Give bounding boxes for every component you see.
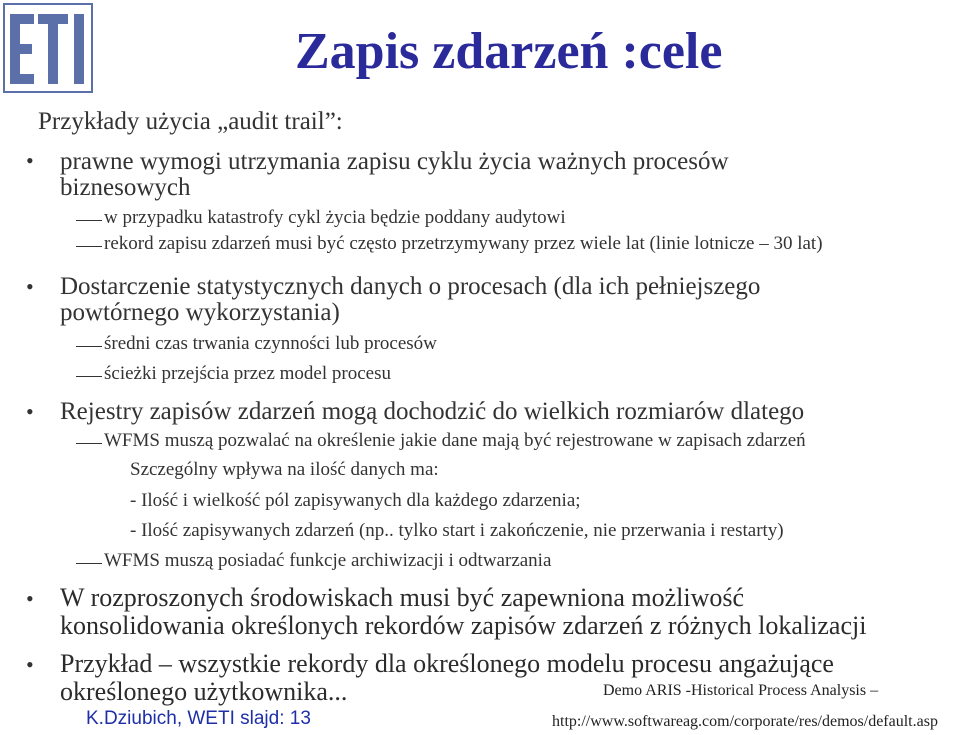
bullet2-sub1: średni czas trwania czynności lub procesów <box>104 333 437 354</box>
bullet5-line1: Przykład – wszystkie rekordy dla określonego modelu procesu angażujące <box>60 649 834 678</box>
bullet3-sub2: WFMS muszą posiadać funkcje archiwizacji i odtwarzania <box>104 550 552 571</box>
bullet3-note: Szczególny wpływa na ilość danych ma: <box>130 459 439 480</box>
slide-title: Zapis zdarzeń :cele <box>295 23 723 80</box>
bullet3-line1: Rejestry zapisów zdarzeń mogą dochodzić do wielkich rozmiarów dlatego <box>60 398 805 425</box>
sub-dash <box>76 346 102 347</box>
bullet2-line1: Dostarczenie statystycznych danych o procesach (dla ich pełniejszego <box>60 273 761 300</box>
bullet1-line2: biznesowych <box>60 174 191 201</box>
bullet4-line2: konsolidowania określonych rekordów zapisów zdarzeń z różnych lokalizacji <box>60 611 867 640</box>
bullet-dot: • <box>26 586 34 611</box>
url-link[interactable]: http://www.softwareag.com/corporate/res/demos/default.asp <box>552 713 938 730</box>
bullet3-item2: - Ilość zapisywanych zdarzeń (np.. tylko start i zakończenie, nie przerwania i restarty) <box>130 520 784 541</box>
bullet3-item1: - Ilość i wielkość pól zapisywanych dla każdego zdarzenia; <box>130 490 581 511</box>
sub-dash <box>76 376 102 377</box>
eti-logo <box>2 2 94 94</box>
bullet4-line1: W rozproszonych środowiskach musi być zapewniona możliwość <box>60 583 745 612</box>
sub-dash <box>76 220 102 221</box>
bullet-dot: • <box>26 652 34 677</box>
demo-link[interactable]: Demo ARIS -Historical Process Analysis – <box>603 682 879 699</box>
bullet2-sub2: ścieżki przejścia przez model procesu <box>104 363 391 384</box>
bullet-dot: • <box>26 274 34 299</box>
bullet1-sub1: w przypadku katastrofy cykl życia będzie poddany audytowi <box>104 207 566 228</box>
bullet3-sub1: WFMS muszą pozwalać na określenie jakie dane mają być rejestrowane w zapisach zdarzeń <box>104 430 806 451</box>
intro-text: Przykłady użycia „audit trail”: <box>38 108 343 135</box>
sub-dash <box>76 246 102 247</box>
sub-dash <box>76 443 102 444</box>
footer-author: K.Dziubich, WETI slajd: 13 <box>86 708 311 729</box>
bullet5-line2: określonego użytkownika... <box>60 677 348 706</box>
bullet2-line2: powtórnego wykorzystania) <box>60 299 340 326</box>
bullet1-sub2: rekord zapisu zdarzeń musi być często przetrzymywany przez wiele lat (linie lotnicze – 30 lat) <box>104 233 823 254</box>
bullet-dot: • <box>26 148 34 173</box>
bullet1-line1: prawne wymogi utrzymania zapisu cyklu życia ważnych procesów <box>60 148 729 175</box>
sub-dash <box>76 563 102 564</box>
bullet-dot: • <box>26 399 34 424</box>
